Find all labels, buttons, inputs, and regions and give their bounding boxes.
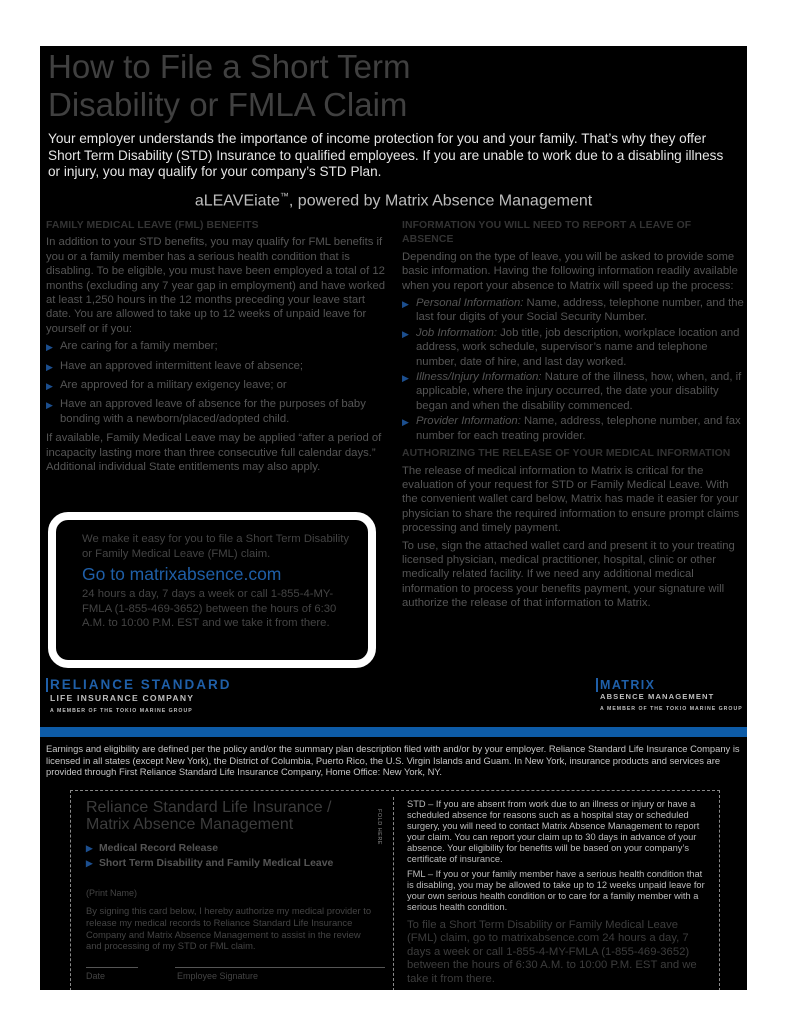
fml-text: FML – If you or your family member have a serious health condition that is disabling, you may be allowed to take up to 12 weeks unpaid leave for your own serious health condition or to care for a family member with a serious health condition. <box>407 869 705 913</box>
fml-paragraph-1: In addition to your STD benefits, you may qualify for FML benefits if you or a family member has a serious health condition that is disabling. To be eligible, you must have been employed a total of 12 months (excluding any 7 year gap in employment) and have worked at least 1,250 hours in the 12 months preceding your leave start date. You are allowed to take up to 12 weeks of unpaid leave for yourself or if you: <box>46 236 386 335</box>
list-item-text: Are caring for a family member; <box>60 340 218 353</box>
card-title: Reliance Standard Life Insurance / Matrix Absence Management <box>86 799 332 833</box>
consent-text: By signing this card below, I hereby authorize my medical provider to release my medical records to Reliance Standard Life Insurance Company and Matrix Absence Management to assist in the review and processing of my STD or FML claim. <box>86 905 372 952</box>
list-item <box>402 414 744 443</box>
list-item-text: Have an approved intermittent leave of absence; <box>60 359 304 372</box>
info-item-label: Job Information: <box>416 326 498 339</box>
tagline <box>40 191 747 210</box>
triangle-right-icon: ▶ <box>46 381 53 392</box>
auth-paragraph-2: To use, sign the attached wallet card and present it to your treating licensed physician, medical practitioner, hospital, clinic or other medically related facility. If we need any additional medical information to process your benefits payment, your signature will authorize the release of that information to Matrix. <box>402 539 735 610</box>
matrix-logo-name: MATRIX <box>596 678 743 692</box>
auth-heading: AUTHORIZING THE RELEASE OF YOUR MEDICAL INFORMATION <box>402 448 731 460</box>
triangle-right-icon: ▶ <box>402 417 409 428</box>
info-item-text: Job title, job description, workplace location and address, work schedule, supervisor’s name and telephone number, date of hire, and last day worked. <box>416 326 740 368</box>
wallet-card <box>70 790 720 990</box>
reliance-logo-sub: LIFE INSURANCE COMPANY <box>50 693 195 703</box>
list-item-text: Short Term Disability and Family Medical Leave <box>99 858 334 869</box>
document-page <box>40 46 747 990</box>
triangle-right-icon: ▶ <box>46 400 53 411</box>
card-list <box>86 841 376 871</box>
reliance-logo-tag: A MEMBER OF THE TOKIO MARINE GROUP <box>50 708 193 714</box>
reliance-logo-name: RELIANCE STANDARD <box>46 678 232 692</box>
callout-box <box>48 512 376 668</box>
fml-section <box>46 219 391 478</box>
info-item-text: Nature of the illness, how, when, and, if applicable, where the injury occurred, the date your disability began and when the disability commenced. <box>416 371 742 412</box>
matrixabsence-link[interactable]: Go to matrixabsence.com <box>82 564 282 585</box>
triangle-right-icon: ▶ <box>86 843 93 853</box>
list-item <box>86 856 376 871</box>
list-item <box>46 339 391 353</box>
file-claim-text: To file a Short Term Disability or Family Medical Leave (FML) claim, go to matrixabsence.com 24 hours a day, 7 days a week or call 1-855-4-MY-FMLA (1-855-469-3652) between the hours of 6:30 A.M. to 10:00 P.M. EST and we take it from there. <box>407 919 697 985</box>
auth-paragraph-1: The release of medical information to Matrix is critical for the evaluation of your request for STD or Family Medical Leave. With the convenient wallet card below, Matrix has made it easier for your physician to share the required information to ensure prompt claims processing and timely payment. <box>402 464 740 535</box>
list-item <box>402 370 744 413</box>
info-item-label: Illness/Injury Information: <box>416 371 542 384</box>
reliance-standard-logo <box>46 678 232 714</box>
list-item-text: Are approved for a military exigency leave; or <box>60 379 287 392</box>
print-name-label: (Print Name) <box>86 888 138 898</box>
info-item-label: Provider Information: <box>416 415 521 428</box>
disclaimer-text: Earnings and eligibility are defined per the policy and/or the summary plan description filed with and/or by your employer. Reliance Standard Life Insurance Company is licensed in all states (except New York), the District of Columbia, Puerto Rico, the U.S. Virgin Islands and Guam. In New York, insurance products and services are provided through First Reliance Standard Life Insurance Company, Home Office: New York, NY. <box>46 743 740 778</box>
fml-bullet-list <box>46 339 391 426</box>
title-line-1: How to File a Short Term <box>48 48 411 85</box>
triangle-right-icon: ▶ <box>402 328 409 339</box>
info-item-text: Name, address, telephone number, and the last four digits of your Social Security Number. <box>416 297 744 324</box>
callout-text-1: We make it easy for you to file a Short Term Disability or Family Medical Leave (FML) claim. <box>82 533 350 560</box>
page-title <box>48 48 411 124</box>
info-paragraph: Depending on the type of leave, you will be asked to provide some basic information. Having the following information readily available when you report your absence to Matrix will speed up the process: <box>402 250 738 292</box>
list-item <box>46 378 391 392</box>
list-item <box>402 326 744 369</box>
matrix-logo <box>596 678 743 712</box>
tagline-prefix: aLEAVEiate <box>194 192 280 210</box>
info-bullet-list <box>402 296 744 443</box>
card-back <box>407 799 707 990</box>
list-item-text: Have an approved leave of absence for the purposes of baby bonding with a newborn/placed/adopted child. <box>60 398 366 425</box>
fml-paragraph-2: If available, Family Medical Leave may be applied “after a period of incapacity lasting more than three consecutive full calendar days.” Additional individual State entitlements may also apply. <box>46 432 382 474</box>
callout-text-2: 24 hours a day, 7 days a week or call 1-855-4-MY-FMLA (1-855-469-3652) between the hours of 6:30 A.M. to 10:00 P.M. EST and we take it from there. <box>82 588 337 630</box>
card-fold-line <box>393 797 394 990</box>
triangle-right-icon: ▶ <box>46 342 53 353</box>
intro-paragraph: Your employer understands the importance of income protection for you and your family. That’s why they offer Short Term Disability (STD) Insurance to qualified employees. If you are unable to work due to a disabling illness or injury, you may qualify for your company’s STD Plan. <box>48 131 724 179</box>
divider-bar <box>40 727 747 737</box>
std-text: STD – If you are absent from work due to an illness or injury or have a scheduled absence for reasons such as a hospital stay or scheduled surgery, you will need to contact Matrix Absence Management to report your claim. You can report your claim up to 30 days in advance of your absence. Your eligibility for benefits will be based on your company’s certificate of insurance. <box>407 799 700 864</box>
triangle-right-icon: ▶ <box>402 373 409 384</box>
list-item <box>86 841 376 856</box>
signature-line <box>175 967 385 968</box>
date-line <box>86 967 138 968</box>
matrix-logo-sub: ABSENCE MANAGEMENT <box>600 692 715 701</box>
list-item <box>46 397 391 426</box>
info-heading: INFORMATION YOU WILL NEED TO REPORT A LEAVE OF ABSENCE <box>402 220 692 246</box>
trademark-mark: ™ <box>279 191 289 201</box>
list-item <box>402 296 744 325</box>
triangle-right-icon: ▶ <box>402 299 409 310</box>
signature-label: Employee Signature <box>177 971 259 981</box>
triangle-right-icon: ▶ <box>46 361 53 372</box>
fml-heading: FAMILY MEDICAL LEAVE (FML) BENEFITS <box>46 220 259 231</box>
tagline-suffix: , powered by Matrix Absence Management <box>288 192 593 210</box>
fold-label: FOLD HERE <box>376 809 382 845</box>
date-label: Date <box>86 971 106 981</box>
matrix-logo-tag: A MEMBER OF THE TOKIO MARINE GROUP <box>600 706 743 712</box>
info-section <box>402 219 744 614</box>
info-item-text: Name, address, telephone number, and fax number for each treating provider. <box>416 415 741 442</box>
card-front <box>86 799 376 952</box>
info-item-label: Personal Information: <box>416 297 524 310</box>
list-item-text: Medical Record Release <box>99 843 218 854</box>
list-item <box>46 359 391 373</box>
triangle-right-icon: ▶ <box>86 858 93 868</box>
title-line-2: Disability or FMLA Claim <box>48 86 408 123</box>
